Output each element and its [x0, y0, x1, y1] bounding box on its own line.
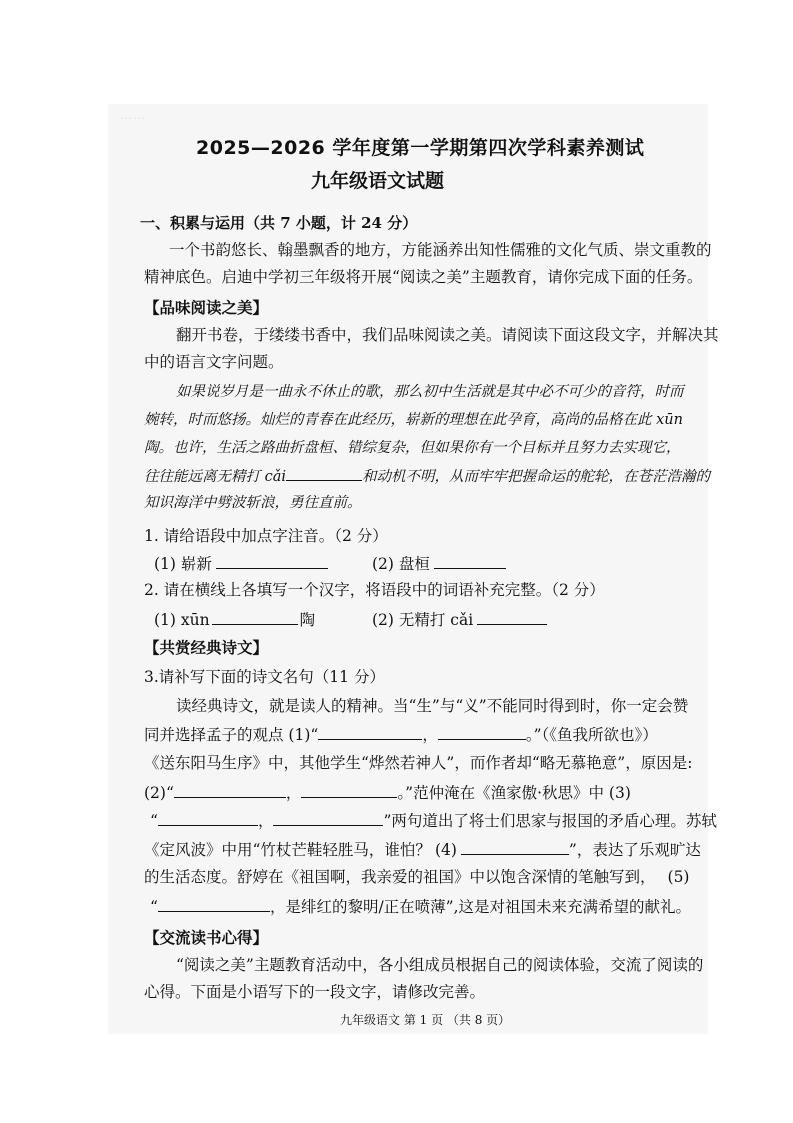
answer-blank[interactable] [174, 782, 286, 798]
answer-blank[interactable] [438, 724, 526, 740]
q3-text: ，是绯红的黎明/正在喷薄”,这是对祖国未来充满希望的献礼。 [269, 898, 692, 916]
passage-line: 如果说岁月是一曲永不休止的歌，那么初中生活就是其中必不可少的音符，时而 [176, 384, 684, 400]
passage-line: 陶。也许，生活之路曲折盘桓、错综复杂，但如果你有一个目标并且努力去实现它， [144, 440, 681, 456]
part3-line: “阅读之美”主题教育活动中，各小组成员根据自己的阅读体验，交流了阅读的 [176, 956, 704, 974]
intro-line: 一个书韵悠长、翰墨飘香的地方，方能涵养出知性儒雅的文化气质、崇文重教的 [169, 241, 712, 259]
exam-subtitle: 九年级语文试题 [311, 170, 445, 192]
q3-line [150, 810, 717, 831]
passage-line: 知识海洋中劈波斩浪，勇往直前。 [144, 495, 362, 511]
question-1: 1. 请给语段中加点字注音。（2 分） [144, 527, 388, 545]
question-1-item [154, 553, 328, 574]
q3-text: 《定风波》中用“竹杖芒鞋轻胜马，谁怕？ [144, 841, 431, 859]
answer-blank[interactable] [216, 553, 328, 569]
q3-text: (5) [667, 868, 690, 886]
question-3: 3.请补写下面的诗文名句（11 分） [144, 668, 385, 686]
item-label: 陶 [299, 611, 316, 629]
answer-blank[interactable] [318, 724, 422, 740]
q3-text: 同并选择孟子的观点 (1)“ [144, 726, 319, 744]
question-1-item [372, 553, 506, 574]
exam-title: 2025—2026 学年度第一学期第四次学科素养测试 [196, 137, 645, 159]
passage-text: 往往能远离无精打 cǎi [144, 469, 287, 485]
q3-line [144, 782, 631, 803]
part-intro-line: 翻开书卷，于缕缕书香中，我们品味阅读之美。请阅读下面这段文字，并解决其 [176, 326, 719, 344]
passage-line: 婉转，时而悠扬。灿烂的青春在此经历，崭新的理想在此孕育，高尚的品格在此 xūn [144, 412, 683, 428]
intro-line: 精神底色。启迪中学初三年级将开展“阅读之美”主题教育，请你完成下面的任务。 [144, 268, 703, 286]
q3-line [144, 839, 701, 860]
bleed-through-text: …… [120, 108, 146, 122]
passage-line [144, 465, 710, 487]
question-2-item [372, 609, 547, 630]
answer-blank[interactable] [158, 896, 270, 912]
question-2: 2. 请在横线上各填写一个汉字，将语段中的词语补充完整。（2 分） [144, 581, 605, 599]
passage-text: 和动机不明，从而牢牢把握命运的舵轮，在苍茫浩瀚的 [362, 469, 711, 485]
q3-text: (2)“ [144, 784, 174, 802]
q3-line [144, 724, 658, 745]
section-heading: 一、积累与运用（共 7 小题，计 24 分） [140, 214, 418, 232]
q3-text: 。”范仲淹在《渔家傲·秋思》中 (3) [397, 784, 631, 802]
page-footer: 九年级语文 第 1 页 （共 8 页） [340, 1013, 511, 1027]
q3-text: ， [285, 784, 302, 802]
q3-text: 的生活态度。舒婷在《祖国啊，我亲爱的祖国》中以饱含深情的笔触写到， [144, 868, 656, 886]
item-label: (2) 无精打 cǎi [372, 611, 474, 629]
q3-text: ”两句道出了将士们思家与报国的矛盾心理。苏轼 [383, 812, 717, 830]
part3-line: 心得。下面是小语写下的一段文字，请修改完善。 [144, 983, 486, 1001]
answer-blank[interactable] [434, 553, 506, 569]
passage-blank[interactable] [286, 465, 362, 481]
question-2-item [154, 609, 315, 630]
item-label: (1) xūn [154, 611, 210, 629]
q3-text: “ [150, 812, 158, 830]
part-intro-line: 中的语言文字问题。 [144, 353, 284, 371]
part-heading: 【交流读书心得】 [144, 928, 269, 947]
answer-blank[interactable] [477, 609, 547, 625]
q3-text: ， [422, 726, 438, 744]
part-heading: 【品味阅读之美】 [144, 298, 269, 317]
q3-text: (4) [434, 841, 457, 859]
answer-blank[interactable] [158, 810, 258, 826]
part-heading: 【共赏经典诗文】 [144, 638, 269, 657]
answer-blank[interactable] [461, 839, 569, 855]
item-label: (2) 盘桓 [372, 555, 430, 573]
item-label: (1) 崭新 [154, 555, 212, 573]
answer-blank[interactable] [301, 782, 397, 798]
answer-blank[interactable] [212, 609, 298, 625]
q3-line: 读经典诗文，就是读人的精神。当“生”与“义”不能同时得到时，你一定会赞 [176, 697, 689, 715]
q3-line [144, 867, 689, 887]
q3-text: 。”（《鱼我所欲也》） [525, 726, 658, 744]
q3-text: ”，表达了乐观旷达 [568, 841, 701, 859]
q3-line [150, 896, 691, 917]
q3-line: 《送东阳马生序》中，其他学生“烨然若神人”，而作者却“略无慕艳意”，原因是: [144, 754, 693, 772]
q3-text: ， [257, 812, 274, 830]
answer-blank[interactable] [273, 810, 383, 826]
q3-text: “ [150, 898, 158, 916]
